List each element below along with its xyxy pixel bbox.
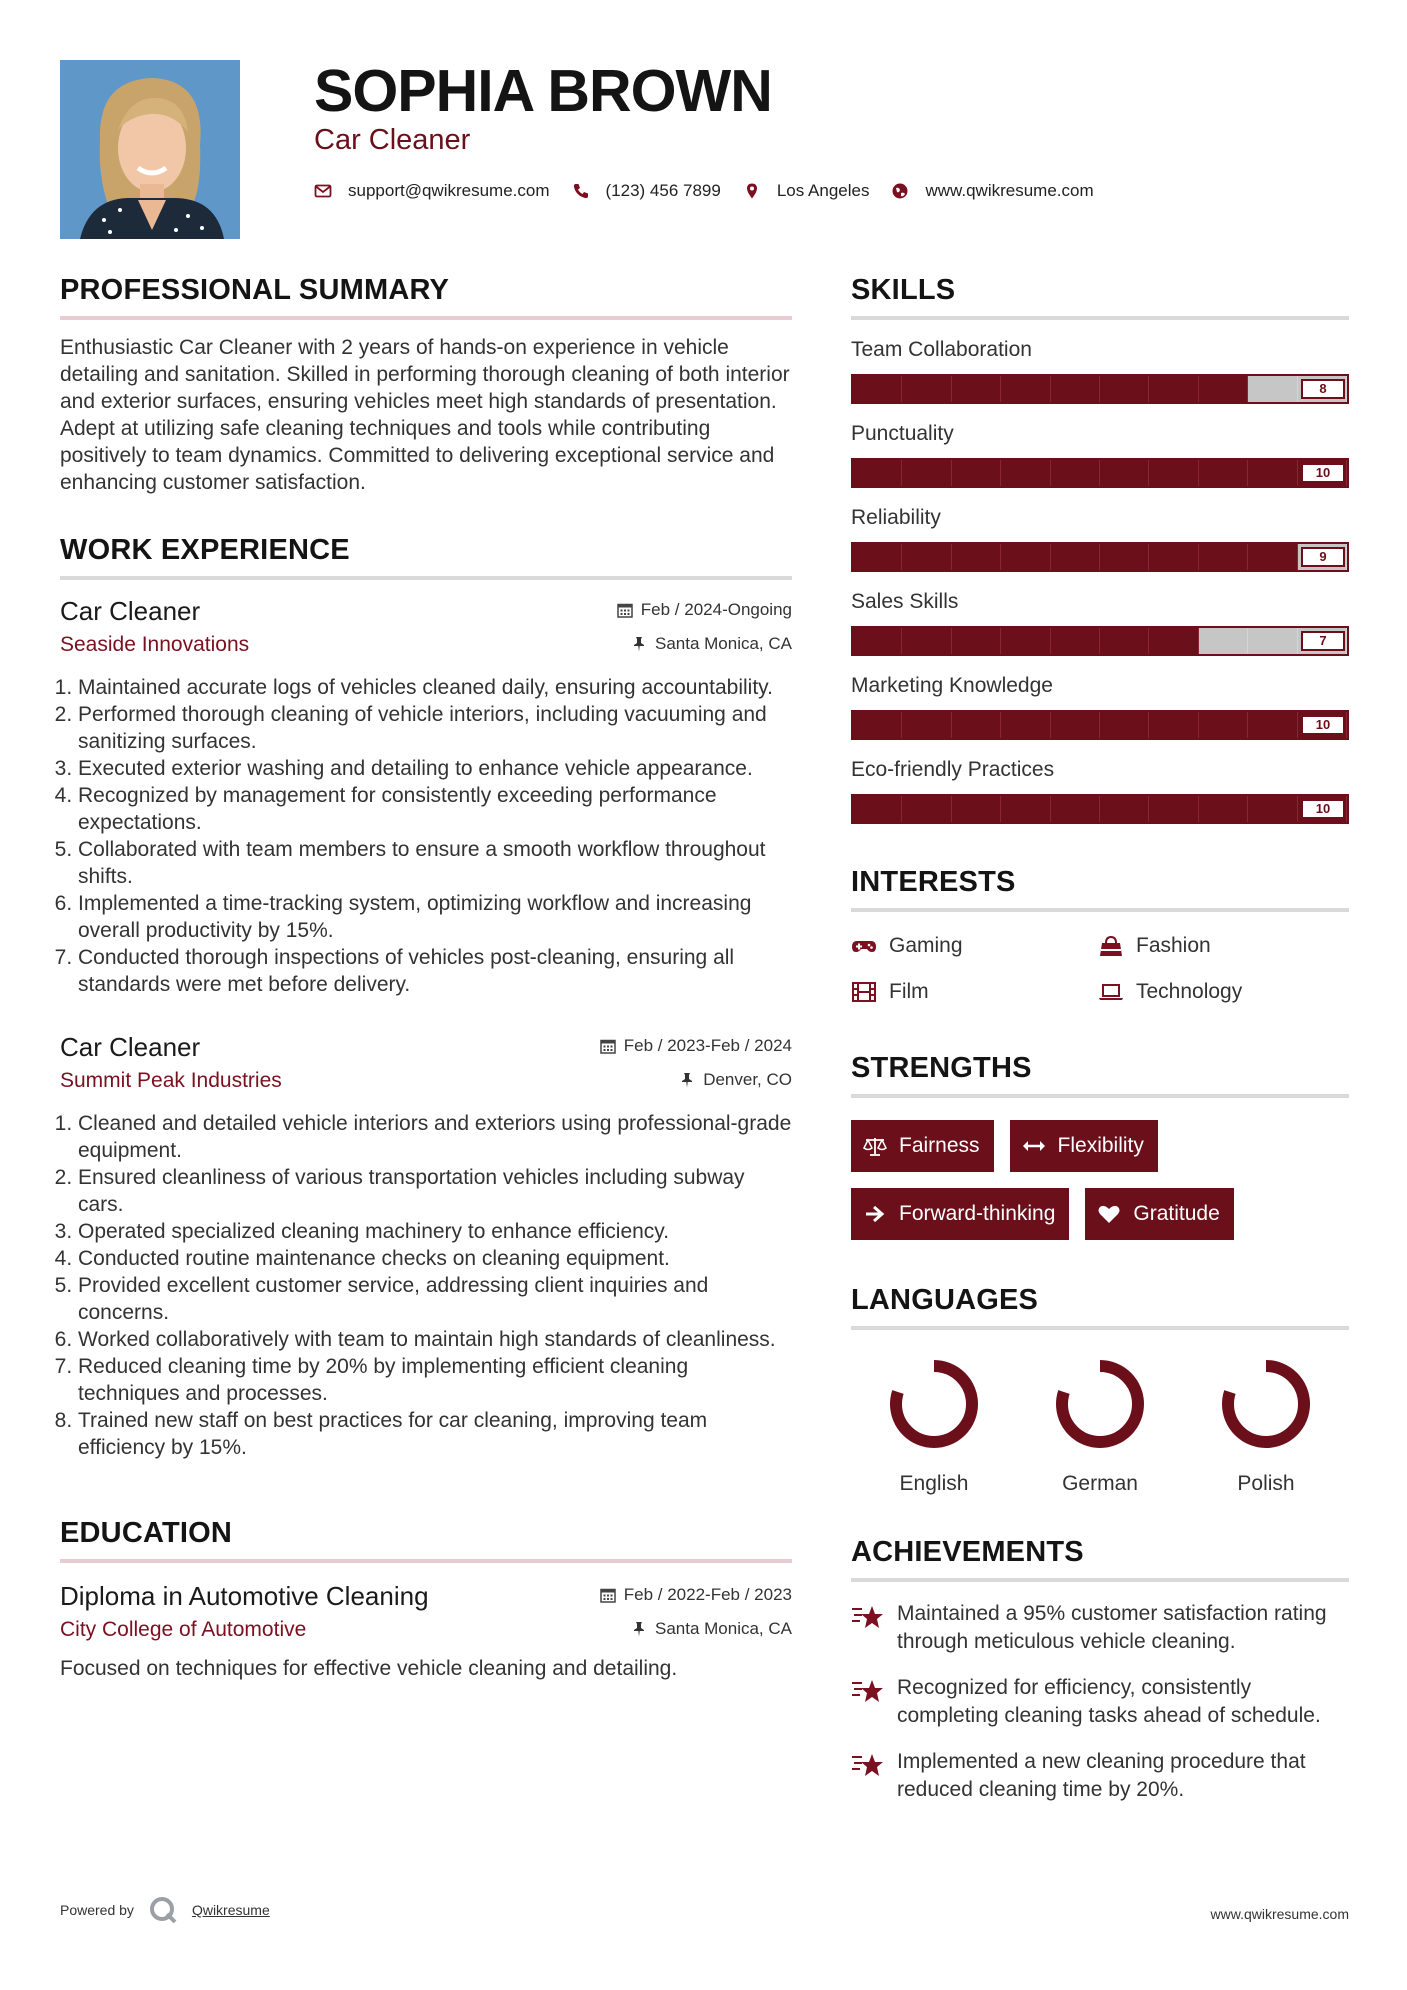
interest-item	[851, 930, 1098, 962]
footer-website[interactable]: www.qwikresume.com	[1210, 1906, 1349, 1922]
strength-tag	[851, 1120, 994, 1172]
language-level-ring	[1050, 1354, 1150, 1454]
interest-label: Film	[889, 980, 929, 1003]
globe-icon	[891, 182, 909, 200]
strength-label: Fairness	[899, 1134, 980, 1157]
skill-bar-segment	[952, 712, 1001, 738]
skill-bar-segment	[1100, 712, 1149, 738]
strengths-list	[851, 1120, 1349, 1240]
language-level-arc	[1228, 1366, 1304, 1442]
achievement-text: Implemented a new cleaning procedure that reduced cleaning time by 20%.	[897, 1750, 1306, 1801]
shopping-bag-icon	[1098, 935, 1124, 957]
skill-name: Punctuality	[851, 422, 954, 445]
job-location-text: Denver, CO	[703, 1070, 792, 1089]
job-bullet: 5. Provided excellent customer service, addressing client inquiries and concerns.	[78, 1272, 792, 1326]
phone-icon	[572, 182, 590, 200]
achievement-item	[851, 1600, 1349, 1656]
job-bullet: 1. Cleaned and detailed vehicle interiors and exteriors using professional-grade equipment.	[78, 1110, 792, 1164]
skill-level-badge: 10	[1301, 463, 1345, 483]
languages-list	[851, 1354, 1349, 1498]
language-name: Polish	[1237, 1472, 1295, 1495]
profile-photo	[60, 60, 240, 239]
strength-label: Gratitude	[1133, 1202, 1220, 1225]
job-bullet: 2. Ensured cleanliness of various transportation vehicles including subway cars.	[78, 1164, 792, 1218]
skill-bar-segment	[1001, 460, 1050, 486]
skill-name: Team Collaboration	[851, 338, 1032, 361]
skill-bar-segment	[1149, 460, 1198, 486]
qwikresume-logo-icon	[148, 1895, 178, 1925]
job-bullet: 7. Conducted thorough inspections of vehicles post-cleaning, ensuring all standards were met before delivery.	[78, 944, 792, 998]
job-bullets	[60, 674, 792, 998]
achievement-text: Maintained a 95% customer satisfaction rating through meticulous vehicle cleaning.	[897, 1602, 1327, 1653]
skill-bar-segment	[1001, 796, 1050, 822]
skill-bar-segment	[1001, 712, 1050, 738]
skill-bar-segment	[1001, 544, 1050, 570]
skill-bar	[851, 710, 1349, 740]
job-dates	[600, 1036, 792, 1056]
skill-bar-segment	[1248, 712, 1297, 738]
job-bullet: 4. Conducted routine maintenance checks on cleaning equipment.	[78, 1245, 792, 1272]
candidate-role: Car Cleaner	[314, 124, 471, 156]
job-bullet: 3. Executed exterior washing and detailing to enhance vehicle appearance.	[78, 755, 792, 782]
job-dates	[617, 600, 792, 620]
job-dates-text: Feb / 2024-Ongoing	[640, 600, 792, 619]
skill-level-badge: 10	[1301, 799, 1345, 819]
strength-tag	[1085, 1188, 1233, 1240]
skill-level-badge: 8	[1301, 379, 1345, 399]
skill-bar-segment	[1248, 544, 1297, 570]
arrow-right-icon	[863, 1204, 887, 1224]
skill-bar-segment	[902, 544, 951, 570]
skill-bar-segment	[1199, 544, 1248, 570]
skill-bar-segment	[1199, 796, 1248, 822]
achievements-heading: ACHIEVEMENTS	[851, 1532, 1349, 1582]
skill-bar-segment	[1248, 376, 1297, 402]
languages-heading: LANGUAGES	[851, 1280, 1349, 1330]
language-item	[1017, 1354, 1183, 1498]
job-bullet: 2. Performed thorough cleaning of vehicle interiors, including vacuuming and sanitizing surfaces.	[78, 701, 792, 755]
skill-bar-segment	[1199, 376, 1248, 402]
calendar-icon	[617, 602, 633, 618]
skill-bar-segment	[1051, 460, 1100, 486]
job-bullet: 3. Operated specialized cleaning machinery to enhance efficiency.	[78, 1218, 792, 1245]
contact-phone-text: (123) 456 7899	[605, 181, 721, 200]
skill-bar-segment	[952, 544, 1001, 570]
skill-bar-segment	[1051, 628, 1100, 654]
pin-icon	[631, 1621, 647, 1637]
job-bullet: 5. Collaborated with team members to ensure a smooth workflow throughout shifts.	[78, 836, 792, 890]
skill-bar	[851, 542, 1349, 572]
skill-bar-segment	[902, 712, 951, 738]
skill-bar-segment	[952, 376, 1001, 402]
calendar-icon	[600, 1038, 616, 1054]
job-dates-text: Feb / 2023-Feb / 2024	[623, 1036, 792, 1055]
skill-name: Marketing Knowledge	[851, 674, 1053, 697]
skill-bar	[851, 794, 1349, 824]
skill-bar-segment	[1199, 628, 1248, 654]
achievement-item	[851, 1748, 1349, 1804]
contact-email-text: support@qwikresume.com	[348, 181, 550, 200]
language-name: English	[899, 1472, 969, 1495]
achievements-list	[851, 1600, 1349, 1804]
job-title: Car Cleaner	[60, 596, 201, 626]
contact-website-text: www.qwikresume.com	[925, 181, 1094, 200]
skill-level-badge: 7	[1301, 631, 1345, 651]
education-description: Focused on techniques for effective vehicle cleaning and detailing.	[60, 1657, 678, 1680]
strength-label: Flexibility	[1057, 1134, 1144, 1157]
education-location	[631, 1619, 792, 1639]
gamepad-icon	[851, 935, 877, 957]
map-marker-icon	[743, 182, 761, 200]
calendar-icon	[600, 1587, 616, 1603]
summary-heading: PROFESSIONAL SUMMARY	[60, 270, 792, 320]
language-level-ring	[884, 1354, 984, 1454]
laptop-icon	[1098, 981, 1124, 1003]
skill-bar	[851, 374, 1349, 404]
film-icon	[851, 981, 877, 1003]
language-name: German	[1062, 1472, 1138, 1495]
skills-list	[851, 336, 1349, 824]
skill-level-badge: 10	[1301, 715, 1345, 735]
skill-bar-segment	[1199, 460, 1248, 486]
skill-bar-segment	[1051, 376, 1100, 402]
right-column	[851, 270, 1349, 1804]
interests-heading: INTERESTS	[851, 862, 1349, 912]
skill-level-badge: 9	[1301, 547, 1345, 567]
pin-icon	[631, 636, 647, 652]
skill-bar-segment	[853, 712, 902, 738]
skill-bar-segment	[1100, 796, 1149, 822]
interest-item	[851, 976, 1098, 1008]
education-dates	[600, 1585, 792, 1605]
shooting-star-icon	[851, 1676, 885, 1706]
skill-name: Reliability	[851, 506, 941, 529]
skill-bar-segment	[1149, 796, 1198, 822]
skill-bar-segment	[952, 460, 1001, 486]
job-bullet: 1. Maintained accurate logs of vehicles cleaned daily, ensuring accountability.	[78, 674, 792, 701]
job-bullet: 8. Trained new staff on best practices for car cleaning, improving team efficiency by 15%.	[78, 1407, 792, 1461]
contact-website[interactable]	[891, 181, 1093, 201]
powered-by-text: Powered by	[60, 1902, 134, 1918]
shooting-star-icon	[851, 1602, 885, 1632]
skill-bar	[851, 626, 1349, 656]
job-company: Summit Peak Industries	[60, 1069, 282, 1092]
skill-bar-segment	[1199, 712, 1248, 738]
achievement-item	[851, 1674, 1349, 1730]
language-level-arc	[896, 1366, 972, 1442]
job-bullet: 6. Worked collaboratively with team to maintain high standards of cleanliness.	[78, 1326, 792, 1353]
contact-email[interactable]	[314, 181, 550, 201]
footer-powered-by	[60, 1895, 270, 1925]
job-bullet: 7. Reduced cleaning time by 20% by implementing efficient cleaning techniques and processes.	[78, 1353, 792, 1407]
skill-bar-segment	[952, 628, 1001, 654]
job-title: Car Cleaner	[60, 1032, 201, 1062]
skill-bar-segment	[853, 460, 902, 486]
interest-item	[1098, 976, 1345, 1008]
education-heading: EDUCATION	[60, 1513, 792, 1563]
education-location-text: Santa Monica, CA	[654, 1619, 792, 1638]
skill-bar-segment	[1100, 544, 1149, 570]
contact-location-text: Los Angeles	[776, 181, 870, 200]
heart-icon	[1097, 1204, 1121, 1224]
shooting-star-icon	[851, 1750, 885, 1780]
skill-bar-segment	[853, 376, 902, 402]
language-item	[1183, 1354, 1349, 1498]
skill-bar-segment	[1100, 460, 1149, 486]
skill-bar-segment	[902, 460, 951, 486]
skill-bar-segment	[902, 796, 951, 822]
skill-bar-segment	[1051, 712, 1100, 738]
contact-phone[interactable]	[572, 181, 721, 201]
skill-bar-segment	[1100, 628, 1149, 654]
contact-location	[743, 181, 870, 201]
skill-bar-segment	[1001, 628, 1050, 654]
candidate-name: SOPHIA BROWN	[314, 58, 772, 124]
balance-scale-icon	[863, 1136, 887, 1156]
skill-bar-segment	[1149, 376, 1198, 402]
skill-bar-segment	[1001, 376, 1050, 402]
skill-bar-segment	[902, 628, 951, 654]
job-entry	[60, 594, 792, 998]
interest-item	[1098, 930, 1345, 962]
skill-name: Sales Skills	[851, 590, 959, 613]
strengths-heading: STRENGTHS	[851, 1048, 1349, 1098]
job-entry	[60, 1030, 792, 1461]
skills-heading: SKILLS	[851, 270, 1349, 320]
strength-tag	[851, 1188, 1069, 1240]
skill-bar-segment	[1248, 628, 1297, 654]
job-location	[631, 634, 792, 654]
qwikresume-link[interactable]: Qwikresume	[191, 1902, 270, 1918]
language-item	[851, 1354, 1017, 1498]
skill-bar-segment	[1149, 712, 1198, 738]
achievement-text: Recognized for efficiency, consistently completing cleaning tasks ahead of schedule.	[897, 1676, 1321, 1727]
job-location	[679, 1070, 792, 1090]
contact-bar	[314, 176, 1116, 206]
skill-bar-segment	[853, 796, 902, 822]
interests-list	[851, 930, 1349, 1008]
job-location-text: Santa Monica, CA	[654, 634, 792, 653]
skill-name: Eco-friendly Practices	[851, 758, 1055, 781]
skill-bar	[851, 458, 1349, 488]
strength-label: Forward-thinking	[899, 1202, 1056, 1225]
job-bullet: 4. Recognized by management for consistently exceeding performance expectations.	[78, 782, 792, 836]
experience-list	[60, 594, 792, 1461]
skill-bar-segment	[902, 376, 951, 402]
experience-heading: WORK EXPERIENCE	[60, 530, 792, 580]
skill-bar-segment	[853, 544, 902, 570]
skill-bar-segment	[952, 796, 1001, 822]
skill-bar-segment	[1248, 796, 1297, 822]
pin-icon	[679, 1072, 695, 1088]
language-level-arc	[1062, 1366, 1138, 1442]
skill-bar-segment	[1100, 376, 1149, 402]
job-bullet: 6. Implemented a time-tracking system, optimizing workflow and increasing overall productivity by 15%.	[78, 890, 792, 944]
interest-label: Gaming	[889, 934, 963, 957]
job-company: Seaside Innovations	[60, 633, 250, 656]
skill-bar-segment	[853, 628, 902, 654]
skill-bar-segment	[1051, 796, 1100, 822]
interest-label: Fashion	[1136, 934, 1211, 957]
education-degree: Diploma in Automotive Cleaning	[60, 1581, 429, 1611]
education-dates-text: Feb / 2022-Feb / 2023	[623, 1585, 792, 1604]
summary-text: Enthusiastic Car Cleaner with 2 years of hands-on experience in vehicle detailing and sanitation. Skilled in performing thorough cleaning of both interior and exterior surfaces, ensuring vehicles meet high standards of presentation. Adept at utilizing safe cleaning techniques and tools while contributing positively to team dynamics. Committed to delivering exceptional service and enhancing customer satisfaction.	[60, 336, 790, 494]
skill-bar-segment	[1149, 544, 1198, 570]
envelope-icon	[314, 182, 332, 200]
strength-tag	[1010, 1120, 1158, 1172]
interest-label: Technology	[1136, 980, 1243, 1003]
skill-bar-segment	[1051, 544, 1100, 570]
language-level-ring	[1216, 1354, 1316, 1454]
left-column	[60, 270, 792, 1682]
skill-bar-segment	[1149, 628, 1198, 654]
education-school: City College of Automotive	[60, 1618, 307, 1641]
arrows-horizontal-icon	[1022, 1136, 1046, 1156]
education-entry	[60, 1579, 792, 1682]
skill-bar-segment	[1248, 460, 1297, 486]
job-bullets	[60, 1110, 792, 1461]
